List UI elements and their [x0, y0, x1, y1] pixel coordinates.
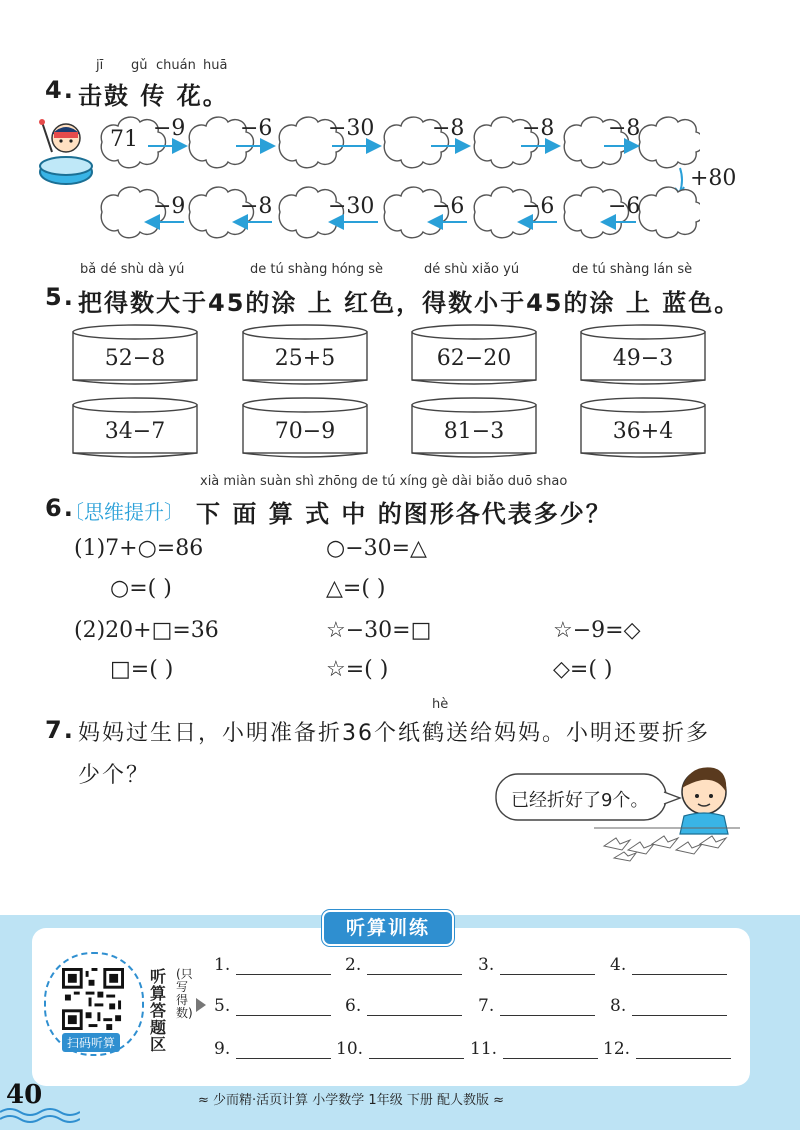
- answer-number: 4.: [610, 955, 627, 975]
- answer-line-7[interactable]: [478, 996, 595, 1016]
- q6-p1-answer-1[interactable]: ○=( ): [110, 576, 172, 601]
- q5-pinyin-1: bǎ dé shù dà yú: [80, 262, 185, 277]
- q4-row1-op-2: −6: [240, 116, 273, 141]
- cylinder-expr: 36+4: [612, 419, 674, 444]
- q4-pinyin-3: chuán: [156, 58, 196, 73]
- answer-line-9[interactable]: [214, 1039, 331, 1059]
- qr-caption: 扫码听算: [62, 1033, 120, 1052]
- q6-title: 下 面 算 式 中 的图形各代表多少？: [196, 500, 612, 528]
- answer-number: 8.: [610, 996, 627, 1016]
- listening-title-tab: [322, 910, 454, 946]
- answer-number: 5.: [214, 996, 231, 1016]
- answer-number: 3.: [478, 955, 495, 975]
- answer-line-5[interactable]: [214, 996, 331, 1016]
- q6-p2-label: (2)20+□=36: [74, 618, 219, 643]
- q4-start-number: 71: [110, 127, 138, 152]
- answer-line-12[interactable]: [603, 1039, 731, 1059]
- answer-number: 2.: [345, 955, 362, 975]
- cylinder-7[interactable]: [411, 397, 537, 461]
- q4-row2-op-1: −9: [153, 194, 186, 219]
- answer-line-6[interactable]: [345, 996, 462, 1016]
- q4-pinyin-2: gǔ: [131, 58, 148, 73]
- cylinder-1[interactable]: [72, 324, 198, 388]
- q4-row1-op-1: −9: [153, 116, 186, 141]
- cylinder-expr: 52−8: [104, 346, 166, 371]
- q7-pinyin: hè: [432, 697, 449, 712]
- q4-row1-op-3: −30: [328, 116, 375, 141]
- answer-number: 10.: [336, 1039, 364, 1059]
- answer-number: 9.: [214, 1039, 231, 1059]
- q5-title: 把得数大于45的涂 上 红色，得数小于45的涂 上 蓝色。: [78, 289, 741, 317]
- q5-pinyin-4: de tú shàng lán sè: [572, 262, 693, 277]
- qr-code-icon[interactable]: [62, 968, 124, 1030]
- cylinder-5[interactable]: [72, 397, 198, 461]
- cylinder-2[interactable]: [242, 324, 368, 388]
- cylinder-expr: 70−9: [274, 419, 336, 444]
- q4-row1-op-4: −8: [432, 116, 465, 141]
- cylinder-expr: 81−3: [443, 419, 505, 444]
- cylinder-expr: 62−20: [436, 346, 512, 371]
- boy-folding-cranes-illustration: [594, 758, 740, 864]
- cylinder-expr: 34−7: [104, 419, 166, 444]
- q7-line1: 妈妈过生日，小明准备折36个纸鹤送给妈妈。小明还要折多: [78, 721, 710, 746]
- q4-turn-op: +80: [690, 166, 737, 191]
- q4-row2-op-5: −6: [522, 194, 555, 219]
- q6-p1-label: (1)7+○=86: [74, 536, 204, 561]
- answer-line-10[interactable]: [336, 1039, 464, 1059]
- right-pointer-icon: [196, 998, 206, 1012]
- cylinder-expr: 49−3: [612, 346, 674, 371]
- q4-pinyin-4: huā: [203, 58, 228, 73]
- answer-line-4[interactable]: [610, 955, 727, 975]
- cylinder-3[interactable]: [411, 324, 537, 388]
- q6-tag: 〔思维提升〕: [64, 500, 184, 524]
- q4-row2-op-2: −8: [240, 194, 273, 219]
- answer-number: 7.: [478, 996, 495, 1016]
- cylinder-4[interactable]: [580, 324, 706, 388]
- answer-line-8[interactable]: [610, 996, 727, 1016]
- answer-number: 6.: [345, 996, 362, 1016]
- answer-number: 12.: [603, 1039, 631, 1059]
- answer-number: 1.: [214, 955, 231, 975]
- cylinder-expr: 25+5: [274, 346, 336, 371]
- footer-text: ≈ 少而精·活页计算 小学数学 1年级 下册 配人教版 ≈: [198, 1093, 504, 1108]
- answer-line-11[interactable]: [470, 1039, 598, 1059]
- q4-row2-op-4: −6: [432, 194, 465, 219]
- answer-area-note: (只写得数): [176, 967, 193, 1020]
- q4-row1-op-6: −8: [608, 116, 641, 141]
- q7-line2: 少个？: [78, 763, 151, 788]
- q6-number: 6.: [45, 494, 75, 522]
- q4-number: 4.: [45, 76, 75, 104]
- q6-p1-eq2: ○−30=△: [326, 536, 427, 561]
- drummer-illustration: [36, 116, 100, 188]
- q6-p2-answer-2[interactable]: ☆=( ): [326, 657, 389, 682]
- answer-line-3[interactable]: [478, 955, 595, 975]
- cylinder-6[interactable]: [242, 397, 368, 461]
- q5-pinyin-3: dé shù xiǎo yú: [424, 262, 520, 277]
- q6-p2-eq3: ☆−9=◇: [553, 618, 641, 643]
- q4-row1-op-5: −8: [522, 116, 555, 141]
- answer-area-vertical-label: 听算答题区: [150, 967, 167, 1054]
- q6-p2-answer-1[interactable]: □=( ): [110, 657, 174, 682]
- page-number: 40: [6, 1080, 43, 1110]
- q4-row2-op-3: −30: [328, 194, 375, 219]
- q4-title: 击鼓 传 花。: [78, 82, 229, 110]
- q7-number: 7.: [45, 716, 75, 744]
- q5-pinyin-2: de tú shàng hóng sè: [250, 262, 384, 277]
- q6-p2-answer-3[interactable]: ◇=( ): [553, 657, 613, 682]
- q4-row2-op-6: −6: [608, 194, 641, 219]
- listening-title: 听算训练: [345, 917, 430, 939]
- q4-pinyin-1: jī: [96, 58, 104, 73]
- q6-p1-answer-2[interactable]: △=( ): [326, 576, 386, 601]
- cylinder-8[interactable]: [580, 397, 706, 461]
- answer-line-2[interactable]: [345, 955, 462, 975]
- answer-line-1[interactable]: [214, 955, 331, 975]
- q6-pinyin: xià miàn suàn shì zhōng de tú xíng gè dài biǎo duō shao: [200, 474, 568, 489]
- q6-p2-eq2: ☆−30=□: [326, 618, 432, 643]
- speech-bubble-text: 已经折好了9个。: [511, 790, 649, 811]
- wave-decoration: [0, 1106, 80, 1126]
- q5-number: 5.: [45, 283, 75, 311]
- answer-number: 11.: [470, 1039, 498, 1059]
